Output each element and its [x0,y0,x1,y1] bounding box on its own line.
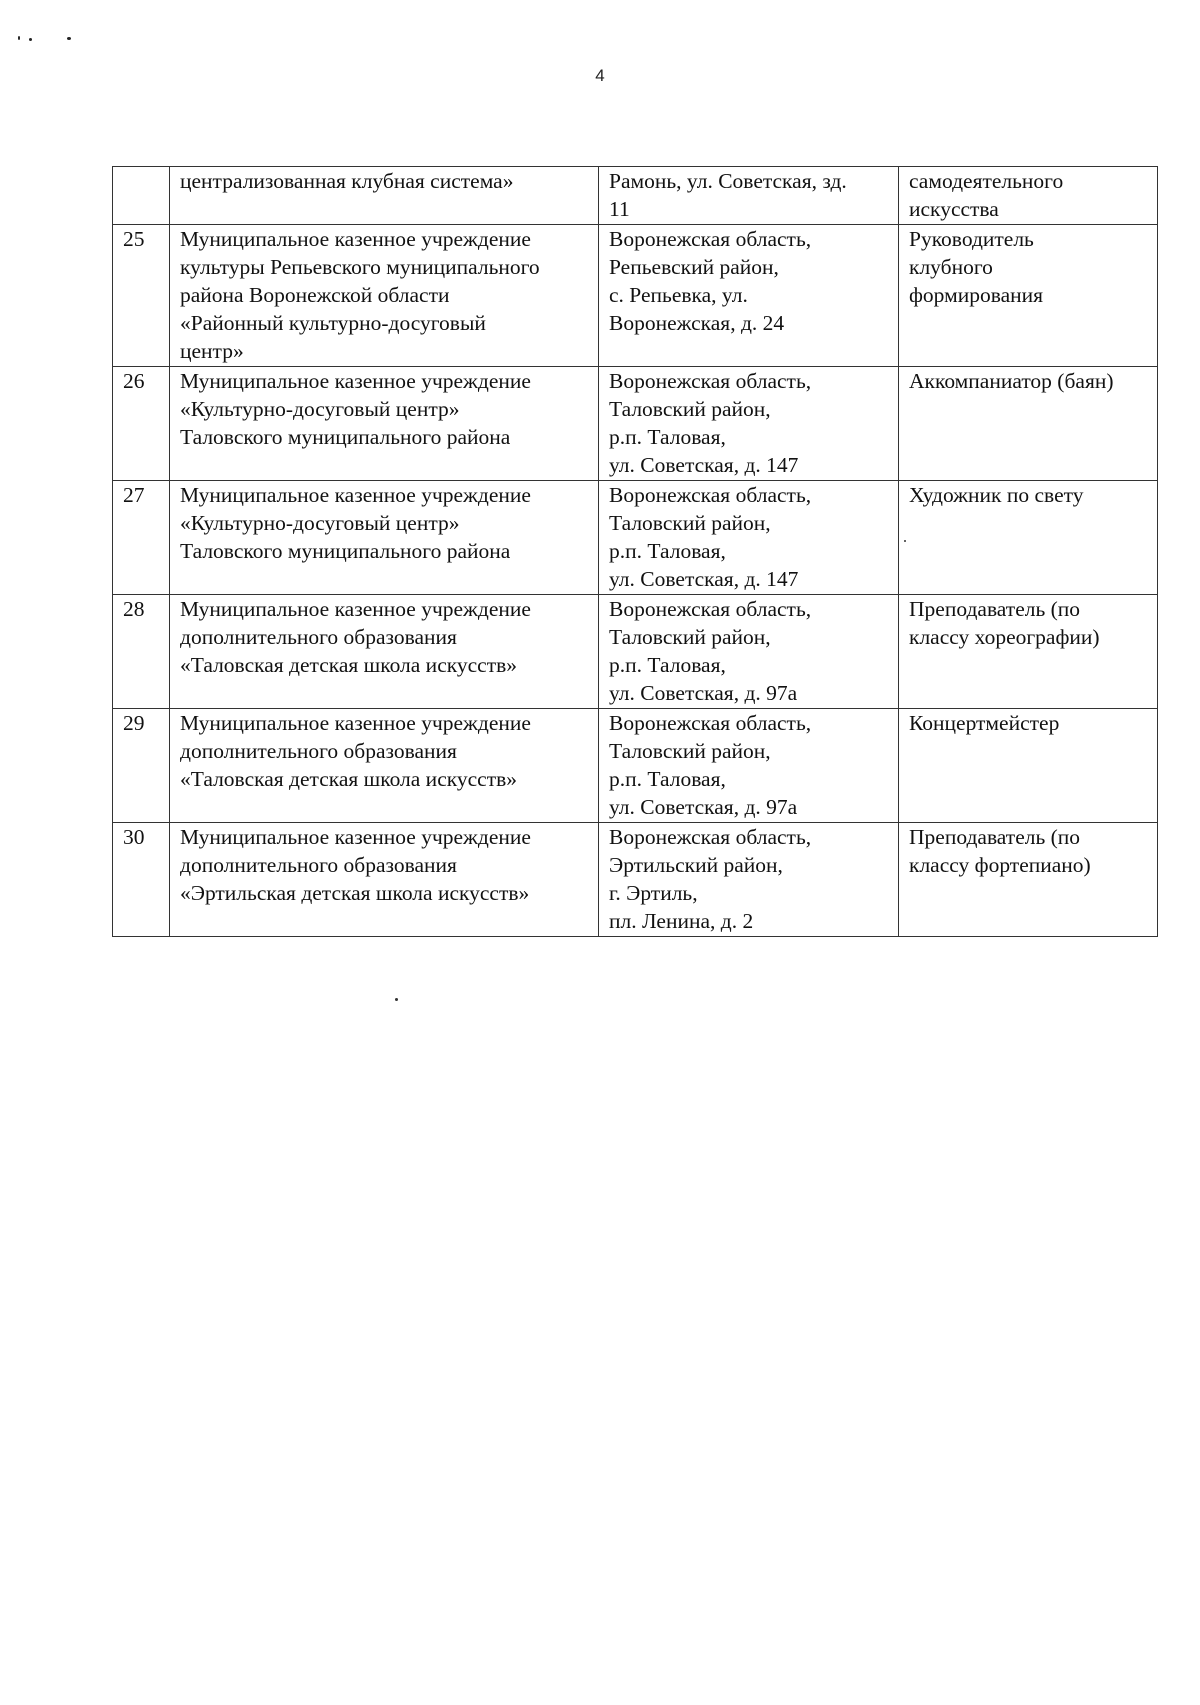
table-row [113,481,1158,595]
page-number: 4 [595,66,605,85]
row-number: 30 [113,823,170,937]
organization-cell: централизованная клубная система» [170,167,599,225]
organization-cell: Муниципальное казенное учреждение культуры Репьевского муниципального района Воронежской области «Районный культурно-досуговый центр» [170,225,599,367]
scan-speck [18,36,20,40]
organization-cell: Муниципальное казенное учреждение дополнительного образования «Таловская детская школа искусств» [170,709,599,823]
table-row [113,225,1158,367]
organization-cell: Муниципальное казенное учреждение «Культурно-досуговый центр» Таловского муниципального района [170,367,599,481]
row-number: 27 [113,481,170,595]
address-cell: Воронежская область, Репьевский район, с. Репьевка, ул. Воронежская, д. 24 [599,225,899,367]
address-cell: Воронежская область, Эртильский район, г. Эртиль, пл. Ленина, д. 2 [599,823,899,937]
row-number: 26 [113,367,170,481]
scan-speck [395,998,398,1001]
scan-speck [67,37,71,40]
scan-speck [904,540,906,542]
position-cell: Художник по свету [899,481,1158,595]
address-cell: Воронежская область, Таловский район, р.п. Таловая, ул. Советская, д. 147 [599,367,899,481]
row-number: 28 [113,595,170,709]
position-cell: Преподаватель (по классу хореографии) [899,595,1158,709]
table-row [113,709,1158,823]
position-cell: Концертмейстер [899,709,1158,823]
table-row [113,167,1158,225]
scan-speck [29,38,32,41]
address-cell: Воронежская область, Таловский район, р.п. Таловая, ул. Советская, д. 147 [599,481,899,595]
address-cell: Рамонь, ул. Советская, зд. 11 [599,167,899,225]
registry-table [112,166,1158,937]
position-cell: Преподаватель (по классу фортепиано) [899,823,1158,937]
address-cell: Воронежская область, Таловский район, р.п. Таловая, ул. Советская, д. 97а [599,709,899,823]
table-row [113,367,1158,481]
organization-cell: Муниципальное казенное учреждение дополнительного образования «Таловская детская школа искусств» [170,595,599,709]
row-number: 25 [113,225,170,367]
organization-cell: Муниципальное казенное учреждение «Культурно-досуговый центр» Таловского муниципального района [170,481,599,595]
position-cell: самодеятельного искусства [899,167,1158,225]
position-cell: Аккомпаниатор (баян) [899,367,1158,481]
row-number: 29 [113,709,170,823]
table-row [113,823,1158,937]
position-cell: Руководитель клубного формирования [899,225,1158,367]
row-number [113,167,170,225]
organization-cell: Муниципальное казенное учреждение дополнительного образования «Эртильская детская школа искусств» [170,823,599,937]
table-row [113,595,1158,709]
address-cell: Воронежская область, Таловский район, р.п. Таловая, ул. Советская, д. 97а [599,595,899,709]
